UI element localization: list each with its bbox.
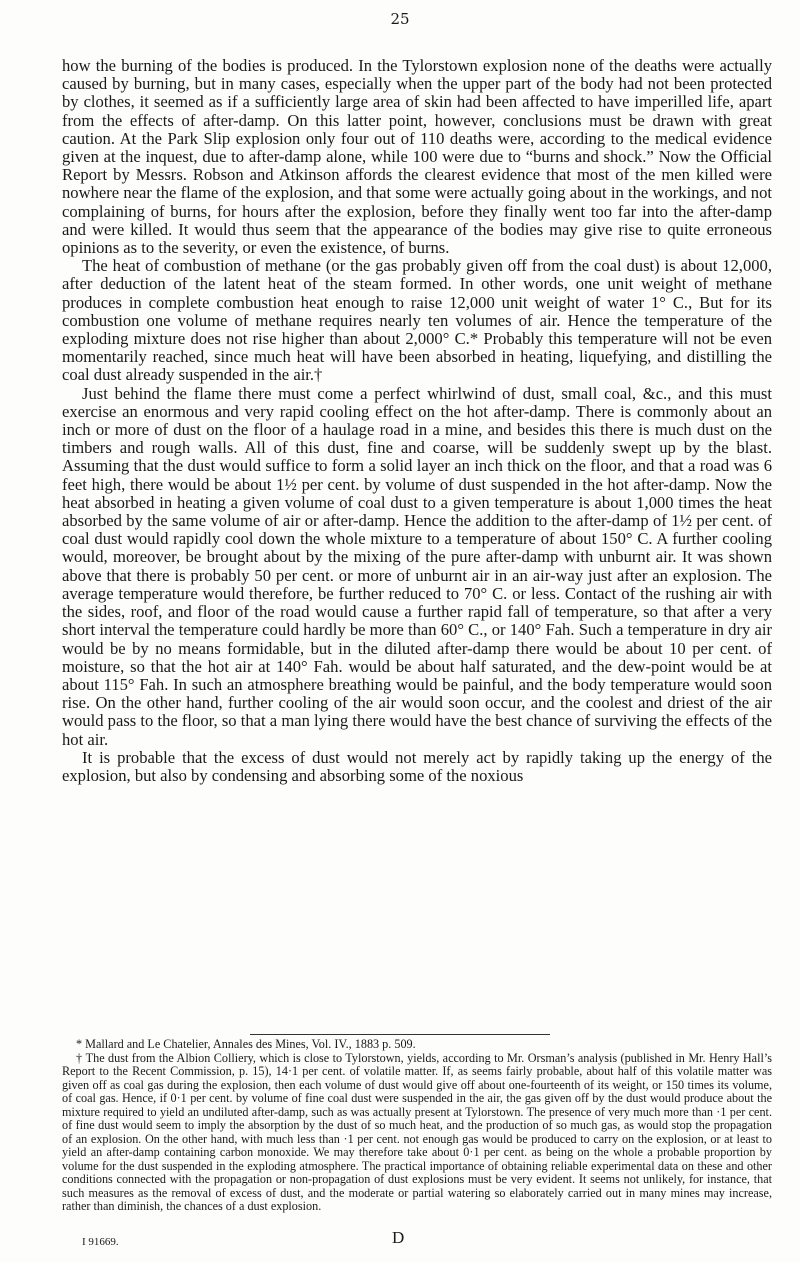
footnote: † The dust from the Albion Colliery, which is close to Tylorstown, yields, according to Mr. Orsman’s analysis (published in Mr. Henry Hall’s Report to the Recent Commission, p. 15), 14·1 per cent. of volatile matter. If, as seems fairly probable, about half of this volatile matter was given off as coal gas during the explosion, then each volume of dust would give off about one-fourteenth of its weight, or 150 times its volume, of coal gas. Hence, if 0·1 per cent. by volume of fine coal dust were suspended in the air, the gas given off by the dust would produce about the mixture required to yield an undiluted after-damp, such as was actually present at Tylorstown. The presence of very much more than ·1 per cent. of fine dust would seem to imply the absorption by the dust of so much heat, and the production of so much gas, as would stop the propagation of an explosion. On the other hand, with much less than ·1 per cent. not enough gas would be produced to carry on the explosion, or at least to yield an after-damp containing carbon monoxide. We may therefore take about 0·1 per cent. as being on the whole a probable proportion by volume for the dust suspended in the exploding atmosphere. The practical importance of obtaining reliable experimental data on these and other conditions connected with the propagation or non-propagation of dust explosions must be very evident. It seems not unlikely, for instance, that such measures as the removal of excess of dust, and the moderate or partial watering so elaborately carried out in many mines may increase, rather than diminish, the chances of a dust explosion. [62,1050,772,1213]
footnote: * Mallard and Le Chatelier, Annales des Mines, Vol. IV., 1883 p. 509. [76,1037,416,1051]
paragraph: how the burning of the bodies is produced. In the Tylorstown explosion none of the deaths were actually caused by burning, but in many cases, especially when the upper part of the body had not been protected by clothes, it seemed as if a sufficiently large area of skin had been affected to have imperilled life, apart from the effects of after-damp. On this latter point, however, conclusions must be drawn with great caution. At the Park Slip explosion only four out of 110 deaths were, according to the medical evidence given at the inquest, due to after-damp alone, while 100 were due to “burns and shock.” Now the Official Report by Messrs. Robson and Atkinson affords the clearest evidence that most of the men killed were nowhere near the flame of the explosion, and that some were actually going about in the workings, and not complaining of burns, for hours after the explosion, before they finally went too far into the after-damp and were killed. It would thus seem that the appearance of the bodies may give rise to quite erroneous opinions as to the severity, or even the existence, of burns. [62,56,772,258]
paragraph: It is probable that the excess of dust would not merely act by rapidly taking up the energy of the explosion, but also by condensing and absorbing some of the noxious [62,747,772,785]
body-text [62,57,772,785]
printer-signature: I 91669. [82,1236,119,1248]
page-number: 25 [390,10,410,28]
footnotes [62,1038,772,1214]
paragraph: The heat of combustion of methane (or the gas probably given off from the coal dust) is about 12,000, after deduction of the latent heat of the steam formed. In other words, one unit weight of methane produces in complete combustion heat enough to raise 12,000 unit weight of water 1° C., But for its combustion one volume of methane requires nearly ten volumes of air. Hence the temperature of the exploding mixture does not rise higher than about 2,000° C.* Probably this temperature will not be even momentarily reached, since much heat will have been absorbed in heating, liquefying, and distilling the coal dust already suspended in the air.† [62,256,772,385]
footnote-rule [250,1034,550,1035]
paragraph: Just behind the flame there must come a perfect whirlwind of dust, small coal, &c., and this must exercise an enormous and very rapid cooling effect on the hot after-damp. There is commonly about an inch or more of dust on the floor of a haulage road in a mine, and besides this there is much dust on the timbers and rough walls. All of this dust, fine and coarse, will be suddenly swept up by the blast. Assuming that the dust would suffice to form a solid layer an inch thick on the floor, and that a road was 6 feet high, there would be about 1½ per cent. by volume of dust suspended in the hot after-damp. Now the heat absorbed in heating a given volume of coal dust to a given temperature is about 1,000 times the heat absorbed by the same volume of air or after-damp. Hence the addition to the after-damp of 1½ per cent. of coal dust would rapidly cool down the whole mixture to a temperature of about 150° C. A further cooling would, moreover, be brought about by the mixing of the pure after-damp with unburnt air. It was shown above that there is probably 50 per cent. or more of unburnt air in an air-way just after an explosion. The average temperature would therefore, be further reduced to 70° C. or less. Contact of the rushing air with the sides, roof, and floor of the road would cause a further rapid fall of temperature, so that after a very short interval the temperature could hardly be more than 60° C., or 140° Fah. Such a temperature in dry air would be by no means formidable, but in the diluted after-damp there would be about 10 per cent. of moisture, so that the hot air at 140° Fah. would be about half saturated, and the dew-point would be at about 115° Fah. In such an atmosphere breathing would be painful, and the body temperature would soon rise. On the other hand, further cooling of the air would soon occur, and the coolest and driest of the air would pass to the floor, so that a man lying there would have the best chance of surviving the effects of the hot air. [62,383,772,749]
signature-letter: D [392,1228,405,1247]
